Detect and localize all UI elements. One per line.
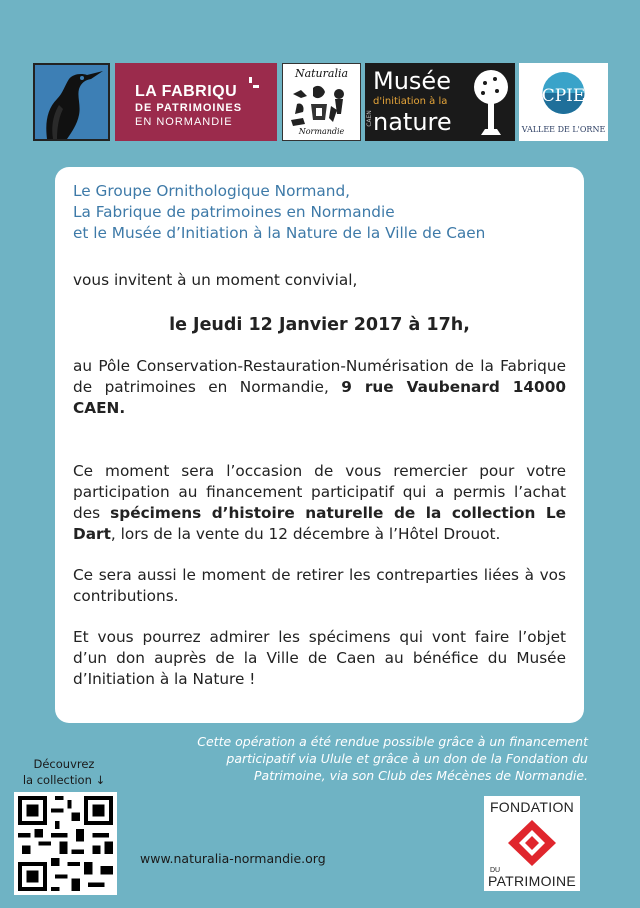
funding-note-line: Cette opération a été rendue possible grâce à un financement [197,734,588,749]
para1-start: Ce moment sera l’occasion de vous remercier pour votre participation au financement participatif qui a permis l’achat des [73,462,566,522]
musee-subtitle: d'initiation à la [373,96,448,107]
cormorant-bird-icon [35,65,108,139]
para1-end: , lors de la vente du 12 décembre à l’Hôtel Drouot. [110,525,501,543]
collection-name: spécimens d’histoire naturelle de la collection Le Dart [73,504,566,543]
venue-address: 9 rue Vaubenard 14000 CAEN. [73,378,566,417]
cpie-subtitle: VALLEE DE L'ORNE [521,125,606,134]
qr-code[interactable] [14,792,117,895]
fondation-logo [484,796,580,891]
donation-paragraph: Et vous pourrez admirer les spécimens qui vont faire l’objet d’un don auprès de la Ville de Caen au bénéfice du Musée d’Initiation à la Nature ! [73,628,566,688]
invite-text: vous invitent à un moment convivial, [73,271,358,289]
discover-line: la collection ↓ [22,773,106,787]
naturalia-title: Naturalia [294,67,349,80]
venue-intro: au Pôle Conservation-Restauration-Numérisation de la Fabrique de patrimoines en Normandie, [73,357,566,396]
discover-line: Découvrez [33,757,95,771]
qr-code-icon [14,792,117,895]
rewards-paragraph: Ce sera aussi le moment de retirer les contreparties liées à vos contributions. [73,566,566,605]
host-line: La Fabrique de patrimoines en Normandie [73,203,395,221]
funding-note-line: Patrimoine, via son Club des Mécènes de Normandie. [254,768,588,783]
naturalia-subtitle: Normandie [298,127,345,136]
gon-logo [33,63,110,141]
event-date: le Jeudi 12 Janvier 2017 à 17h, [169,315,470,335]
musee-title: Musée [373,67,451,95]
fondation-subtitle: PATRIMOINE [487,873,577,889]
hosts-block [73,181,566,244]
musee-city: CAEN [365,110,373,127]
invitation-card [55,167,584,723]
fabrique-mark-icon [245,77,259,91]
host-line: et le Musée d’Initiation à la Nature de la Ville de Caen [73,224,486,242]
funding-note [170,733,588,784]
partner-logos [33,63,608,141]
fabrique-logo [115,63,277,141]
musee-logo [365,63,515,141]
musee-nature: nature [373,108,452,136]
naturalia-logo [282,63,361,141]
thanks-paragraph [73,461,566,545]
cpie-logo [519,63,608,141]
discover-label [14,756,114,788]
website-link[interactable]: www.naturalia-normandie.org [140,851,326,866]
event-venue [73,356,566,419]
fabrique-title: LA FABRIQU [135,83,238,100]
cpie-mark-icon [519,67,608,127]
tree-icon [471,67,511,137]
fabrique-region: EN NORMANDIE [135,116,233,128]
fondation-diamond-icon [506,818,558,868]
cpie-mark: CPIE [541,86,586,106]
fondation-title: FONDATION [489,799,575,815]
host-line: Le Groupe Ornithologique Normand, [73,182,351,200]
fabrique-subtitle: DE PATRIMOINES [135,102,243,114]
fondation-du: DU [490,867,501,874]
funding-note-line: participatif via Ulule et grâce à un don de la Fondation du [226,751,588,766]
